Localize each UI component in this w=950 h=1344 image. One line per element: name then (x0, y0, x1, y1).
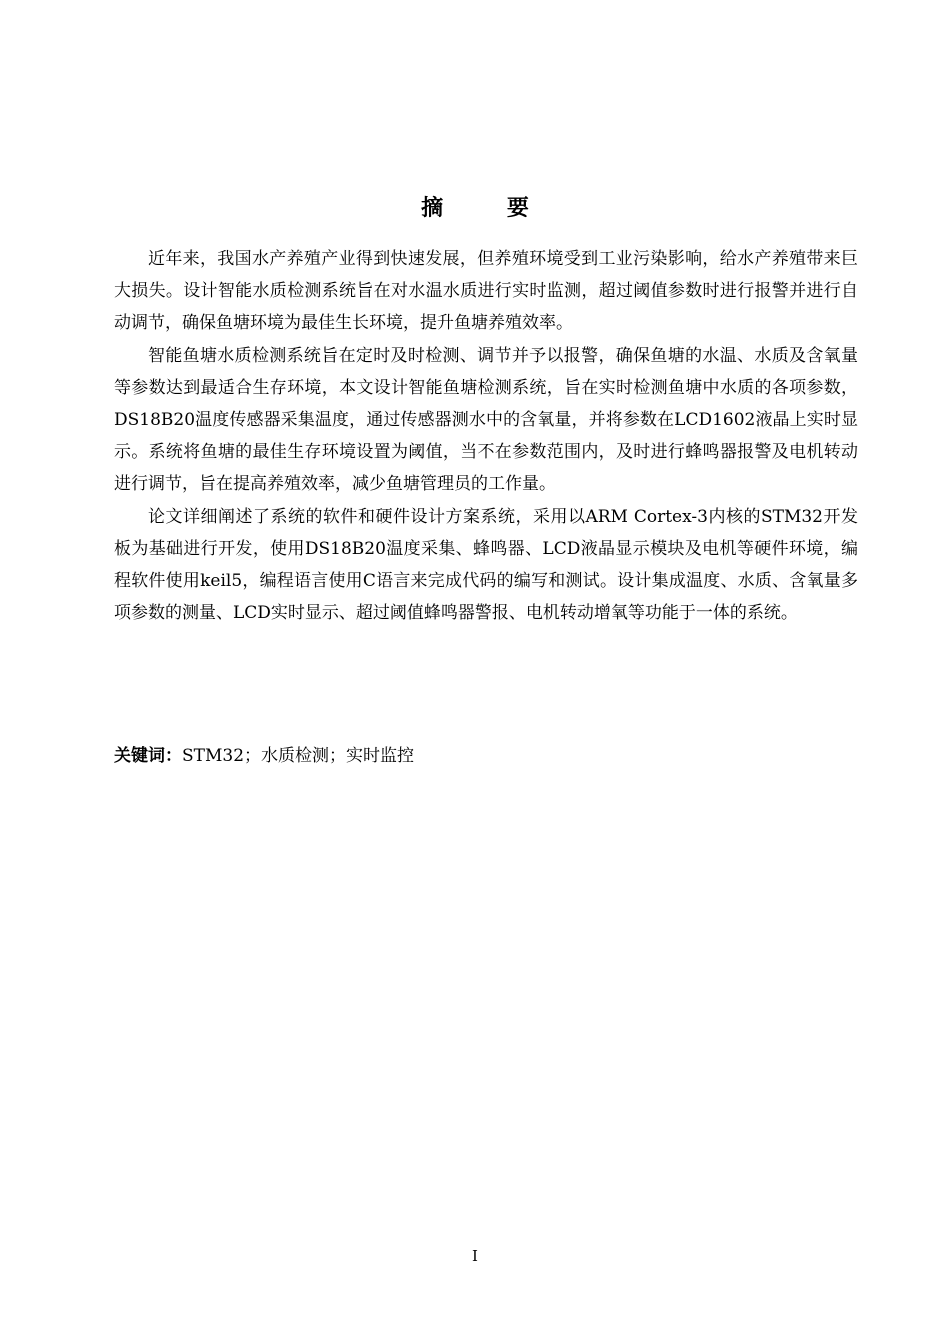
abstract-body (114, 243, 858, 629)
keywords-line (114, 741, 858, 771)
keywords-label: 关键词： (114, 746, 182, 766)
page-number: I (472, 1247, 478, 1265)
abstract-paragraph-1: 近年来，我国水产养殖产业得到快速发展，但养殖环境受到工业污染影响，给水产养殖带来巨大损失。设计智能水质检测系统旨在对水温水质进行实时监测，超过阈值参数时进行报警并进行自动调节，确保鱼塘环境为最佳生长环境，提升鱼塘养殖效率。 (114, 249, 858, 334)
abstract-title: 摘 要 (421, 195, 557, 221)
keywords-value: STM32；水质检测；实时监控 (182, 746, 415, 766)
abstract-paragraph-3: 论文详细阐述了系统的软件和硬件设计方案系统，采用以ARM Cortex-3内核的STM32开发板为基础进行开发，使用DS18B20温度采集、蜂鸣器、LCD液晶显示模块及电机等硬件环境，编程软件使用keil5，编程语言使用C语言来完成代码的编写和测试。设计集成温度、水质、含氧量多项参数的测量、LCD实时显示、超过阈值蜂鸣器警报、电机转动增氧等功能于一体的系统。 (114, 506, 858, 624)
abstract-paragraph-2: 智能鱼塘水质检测系统旨在定时及时检测、调节并予以报警，确保鱼塘的水温、水质及含氧量等参数达到最适合生存环境，本文设计智能鱼塘检测系统，旨在实时检测鱼塘中水质的各项参数，DS18B20温度传感器采集温度，通过传感器测水中的含氧量，并将参数在LCD1602液晶上实时显示。系统将鱼塘的最佳生存环境设置为阈值，当不在参数范围内，及时进行蜂鸣器报警及电机转动进行调节，旨在提高养殖效率，减少鱼塘管理员的工作量。 (114, 345, 858, 495)
